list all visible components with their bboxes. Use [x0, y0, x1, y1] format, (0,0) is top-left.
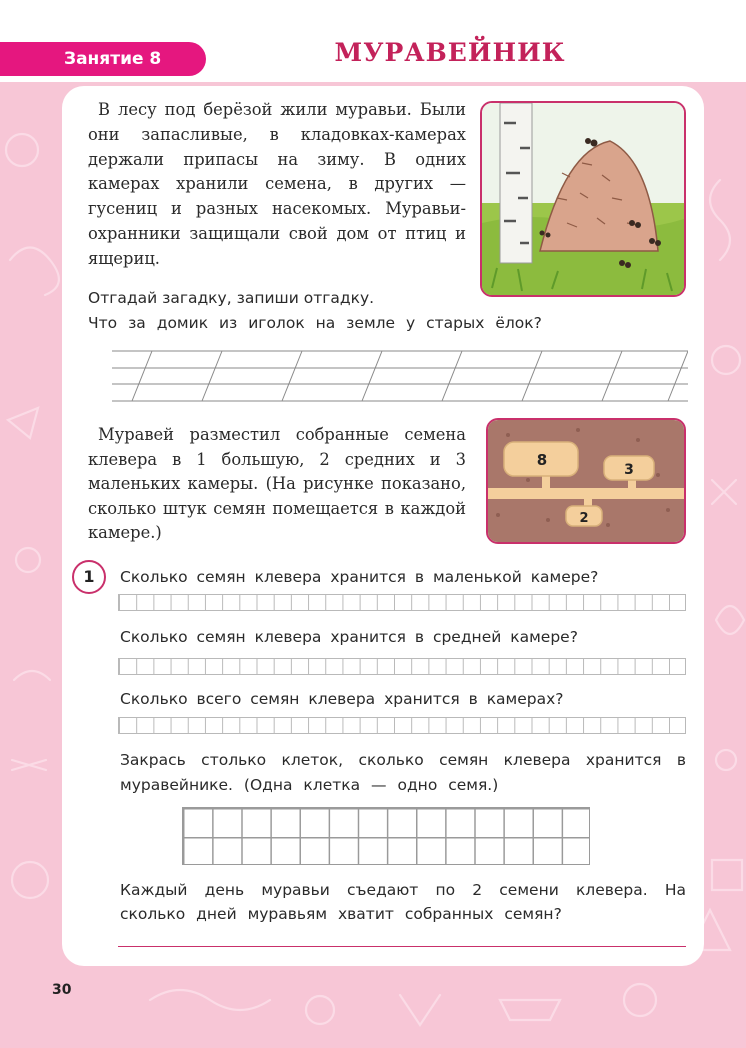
medium-chamber-label: 3	[624, 462, 634, 478]
chambers-picture	[486, 418, 686, 544]
page-title: МУРАВЕЙНИК	[334, 38, 566, 67]
writing-lines[interactable]	[112, 348, 688, 404]
question-medium-chamber: Сколько семян клевера хранится в средней камере?	[120, 628, 578, 646]
riddle-instruction: Отгадай загадку, запиши отгадку.	[88, 289, 375, 307]
task-number-badge: 1	[72, 560, 106, 594]
answer-cells-3[interactable]	[118, 717, 686, 734]
answer-cells-1[interactable]	[118, 594, 686, 611]
answer-line[interactable]	[118, 946, 686, 947]
page-number: 30	[52, 982, 72, 998]
question-small-chamber: Сколько семян клевера хранится в маленькой камере?	[120, 568, 599, 586]
riddle-question: Что за домик из иголок на земле у старых ёлок?	[88, 314, 542, 332]
question-color-cells: Закрась столько клеток, сколько семян клевера хранится в муравейнике. (Одна клетка — одно семя.)	[120, 751, 686, 794]
story-paragraph: В лесу под берёзой жили муравьи. Были они запасливые, в кладовках-камерах держали припасы на зиму. В одних камерах хранили семена, в других — гусениц и разных насекомых. Муравьи-охранники защищали свой дом от птиц и ящериц.	[88, 100, 466, 268]
question-days: Каждый день муравьи съедают по 2 семени клевера. На сколько дней муравьям хватит собранных семян?	[120, 881, 686, 923]
answer-cells-2[interactable]	[118, 658, 686, 675]
small-chamber-label: 2	[579, 511, 589, 526]
large-chamber-label: 8	[536, 451, 548, 469]
ant-hill-picture	[480, 101, 686, 297]
question-total-seeds: Сколько всего семян клевера хранится в камерах?	[120, 690, 564, 708]
lesson-label: Занятие 8	[0, 42, 206, 76]
seed-coloring-grid[interactable]	[182, 807, 590, 865]
seeds-paragraph: Муравей разместил собранные семена клевера в 1 большую, 2 средних и 3 маленьких камеры. (На рисунке показано, сколько штук семян помещается в каждой камере.)	[88, 425, 466, 542]
